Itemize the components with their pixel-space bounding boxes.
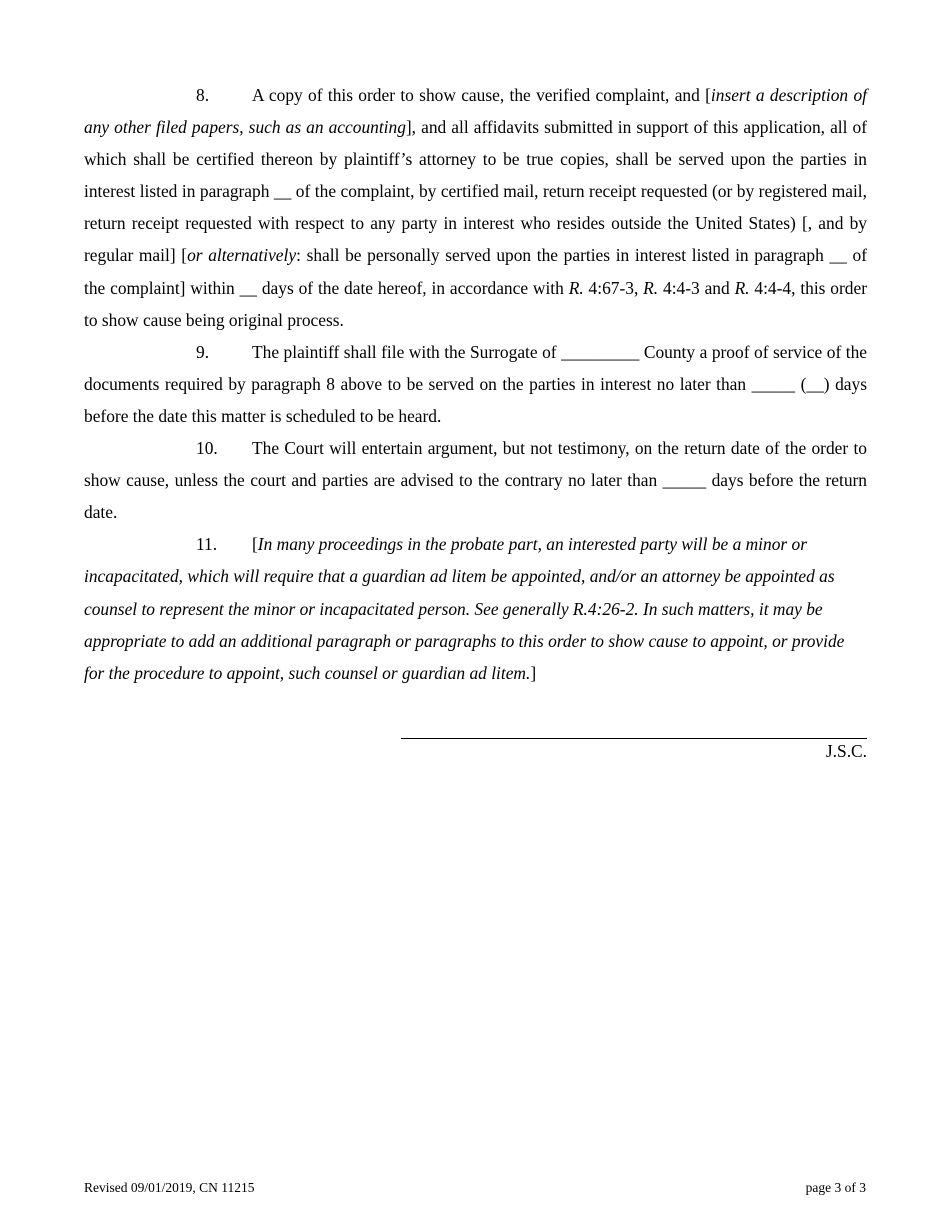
paragraph-text: ], and all affidavits submitted in support of this application, all of which shall be certified thereon by plaintiff’s attorney to be true copies, shall be served upon the parties in interest listed in paragraph __ of the complaint, by certified mail, return receipt requested (or by registered mail, return receipt requested with respect to any party in interest who resides outside the United States) [, and by regular mail] [	[84, 117, 867, 266]
paragraph-number: 8.	[196, 85, 210, 105]
rule-abbreviation: R.	[643, 277, 659, 298]
bracket-open: [	[252, 534, 258, 555]
order-body	[84, 79, 867, 689]
paragraph-number: 10.	[196, 438, 218, 459]
paragraph-10	[84, 432, 867, 528]
rule-abbreviation: R.	[568, 277, 584, 298]
signature-line	[401, 738, 867, 739]
footer-page-number: page 3 of 3	[805, 1180, 866, 1195]
paragraph-italic-text: or alternatively	[187, 245, 297, 266]
paragraph-text: 4:4-4, this order to show cause being original process.	[84, 277, 867, 330]
paragraph-text: A copy of this order to show cause, the verified complaint, and [	[252, 85, 711, 105]
paragraph-11	[84, 528, 867, 688]
paragraph-italic-text: In many proceedings in the probate part, an interested party will be a minor or incapacitated, which will require that a guardian ad litem be appointed, and/or an attorney be appointed as counsel to represent the minor or incapacitated person. See generally R.4:26-2. In such matters, it may be appropriate to add an additional paragraph or paragraphs to this order to show cause to appoint, or provide for the procedure to appoint, such counsel or guardian ad litem.	[84, 534, 845, 683]
bracket-close: ]	[530, 662, 537, 683]
paragraph-text: The Court will entertain argument, but not testimony, on the return date of the order to show cause, unless the court and parties are advised to the contrary no later than _____ days before the return date.	[84, 438, 867, 523]
judge-title: J.S.C.	[825, 741, 867, 761]
paragraph-italic-text: insert a description of any other filed papers, such as an accounting	[84, 85, 867, 138]
paragraph-text: 4:67-3,	[583, 277, 644, 298]
paragraph-text: The plaintiff shall file with the Surrogate of _________ County a proof of service of the documents required by paragraph 8 above to be served on the parties in interest no later than _____ (__) days before the date this matter is scheduled to be heard.	[84, 341, 867, 426]
footer-revision: Revised 09/01/2019, CN 11215	[84, 1180, 255, 1195]
paragraph-number: 11.	[196, 534, 218, 555]
paragraph-number: 9.	[196, 341, 210, 362]
paragraph-9	[84, 336, 867, 432]
paragraph-text: 4:4-3 and	[658, 277, 735, 298]
paragraph-8	[84, 79, 867, 336]
paragraph-text: : shall be personally served upon the parties in interest listed in paragraph __ of the complaint] within __ days of the date hereof, in accordance with	[84, 245, 867, 298]
rule-abbreviation: R.	[734, 277, 750, 298]
